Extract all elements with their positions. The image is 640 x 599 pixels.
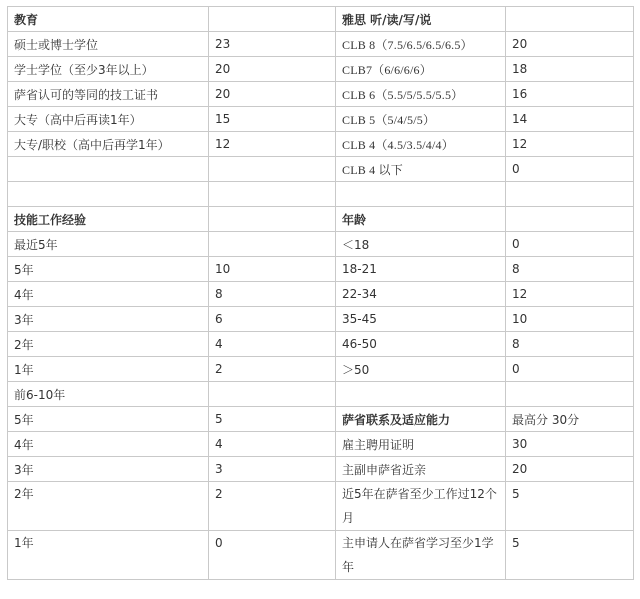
ielts-points: 14 xyxy=(506,107,634,132)
empty-cell xyxy=(209,232,336,257)
work-label: 4年 xyxy=(8,282,209,307)
adaptability-points: 20 xyxy=(506,457,634,482)
adaptability-label: 近5年在萨省至少工作过12个月 xyxy=(336,482,506,531)
table-row xyxy=(8,82,634,107)
age-label: ＞50 xyxy=(336,357,506,382)
ielts-label: CLB 6（5.5/5/5.5/5.5） xyxy=(336,82,506,107)
table-row xyxy=(8,257,634,282)
table-row xyxy=(8,107,634,132)
education-label: 大专/职校（高中后再学1年） xyxy=(8,132,209,157)
table-row xyxy=(8,32,634,57)
table-row xyxy=(8,232,634,257)
work-points: 8 xyxy=(209,282,336,307)
empty-cell xyxy=(8,157,209,182)
work-points: 3 xyxy=(209,457,336,482)
age-header: 年龄 xyxy=(336,207,506,232)
table-row xyxy=(8,382,634,407)
table-row xyxy=(8,57,634,82)
age-label: 46-50 xyxy=(336,332,506,357)
work-label: 3年 xyxy=(8,307,209,332)
work-label: 2年 xyxy=(8,482,209,531)
table-row xyxy=(8,357,634,382)
work-recent-title: 最近5年 xyxy=(8,232,209,257)
table-row xyxy=(8,457,634,482)
table-row xyxy=(8,531,634,580)
work-points: 2 xyxy=(209,482,336,531)
empty-cell xyxy=(336,182,506,207)
table-row xyxy=(8,182,634,207)
table-row xyxy=(8,332,634,357)
empty-cell xyxy=(209,182,336,207)
age-points: 10 xyxy=(506,307,634,332)
ielts-label: CLB 4 以下 xyxy=(336,157,506,182)
adaptability-points: 30 xyxy=(506,432,634,457)
table-row xyxy=(8,407,634,432)
education-label: 萨省认可的等同的技工证书 xyxy=(8,82,209,107)
education-label: 学士学位（至少3年以上） xyxy=(8,57,209,82)
age-points: 0 xyxy=(506,357,634,382)
age-points: 8 xyxy=(506,332,634,357)
table-row xyxy=(8,282,634,307)
work-label: 2年 xyxy=(8,332,209,357)
age-points: 0 xyxy=(506,232,634,257)
work-label: 5年 xyxy=(8,257,209,282)
adaptability-max: 最高分 30分 xyxy=(506,407,634,432)
education-label: 硕士或博士学位 xyxy=(8,32,209,57)
education-header: 教育 xyxy=(8,7,209,32)
ielts-header: 雅思 听/读/写/说 xyxy=(336,7,506,32)
table-row xyxy=(8,157,634,182)
table-row xyxy=(8,432,634,457)
ielts-label: CLB 8（7.5/6.5/6.5/6.5） xyxy=(336,32,506,57)
age-label: 18-21 xyxy=(336,257,506,282)
empty-cell xyxy=(209,207,336,232)
empty-cell xyxy=(506,182,634,207)
empty-cell xyxy=(506,7,634,32)
age-points: 12 xyxy=(506,282,634,307)
ielts-label: CLB 5（5/4/5/5） xyxy=(336,107,506,132)
work-points: 4 xyxy=(209,332,336,357)
ielts-points: 18 xyxy=(506,57,634,82)
education-points: 15 xyxy=(209,107,336,132)
adaptability-header: 萨省联系及适应能力 xyxy=(336,407,506,432)
empty-cell xyxy=(506,207,634,232)
work-label: 1年 xyxy=(8,357,209,382)
work-label: 4年 xyxy=(8,432,209,457)
work-points: 5 xyxy=(209,407,336,432)
table-row xyxy=(8,482,634,531)
table-row xyxy=(8,207,634,232)
work-label: 3年 xyxy=(8,457,209,482)
empty-cell xyxy=(209,7,336,32)
age-label: ＜18 xyxy=(336,232,506,257)
ielts-points: 20 xyxy=(506,32,634,57)
ielts-points: 12 xyxy=(506,132,634,157)
work-label: 5年 xyxy=(8,407,209,432)
table-row xyxy=(8,132,634,157)
table-row xyxy=(8,7,634,32)
work-points: 10 xyxy=(209,257,336,282)
points-table xyxy=(7,6,634,580)
education-points: 12 xyxy=(209,132,336,157)
education-points: 20 xyxy=(209,57,336,82)
table-row xyxy=(8,307,634,332)
adaptability-label: 主申请人在萨省学习至少1学年 xyxy=(336,531,506,580)
work-points: 0 xyxy=(209,531,336,580)
work-points: 6 xyxy=(209,307,336,332)
ielts-label: CLB 4（4.5/3.5/4/4） xyxy=(336,132,506,157)
empty-cell xyxy=(506,382,634,407)
work-prior-title: 前6-10年 xyxy=(8,382,209,407)
work-points: 2 xyxy=(209,357,336,382)
work-header: 技能工作经验 xyxy=(8,207,209,232)
age-label: 22-34 xyxy=(336,282,506,307)
empty-cell xyxy=(209,382,336,407)
ielts-label: CLB7（6/6/6/6） xyxy=(336,57,506,82)
ielts-points: 16 xyxy=(506,82,634,107)
work-points: 4 xyxy=(209,432,336,457)
empty-cell xyxy=(336,382,506,407)
adaptability-label: 主副申萨省近亲 xyxy=(336,457,506,482)
adaptability-label: 雇主聘用证明 xyxy=(336,432,506,457)
age-label: 35-45 xyxy=(336,307,506,332)
age-points: 8 xyxy=(506,257,634,282)
adaptability-points: 5 xyxy=(506,482,634,531)
work-label: 1年 xyxy=(8,531,209,580)
empty-cell xyxy=(209,157,336,182)
empty-cell xyxy=(8,182,209,207)
adaptability-points: 5 xyxy=(506,531,634,580)
ielts-points: 0 xyxy=(506,157,634,182)
education-points: 20 xyxy=(209,82,336,107)
education-points: 23 xyxy=(209,32,336,57)
education-label: 大专（高中后再读1年） xyxy=(8,107,209,132)
